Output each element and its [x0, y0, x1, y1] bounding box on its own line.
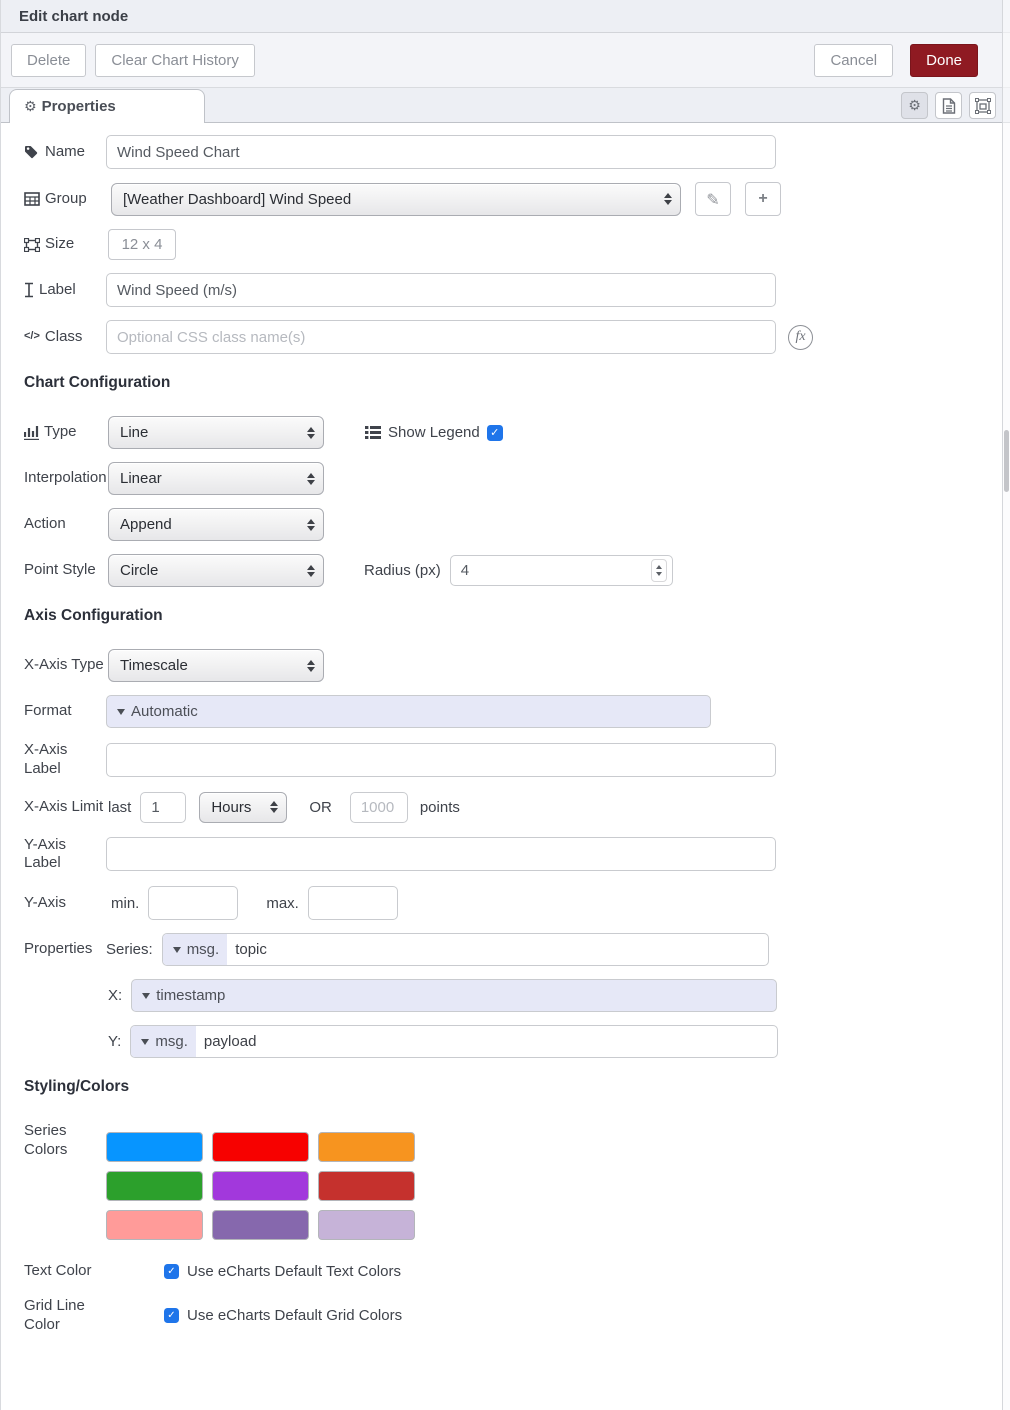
select-arrows-icon [270, 801, 278, 813]
series-color-swatch[interactable] [318, 1132, 415, 1162]
format-value: Automatic [131, 703, 198, 720]
format-typed-input[interactable] [106, 695, 711, 728]
y-typed-input[interactable] [130, 1025, 778, 1058]
y-max-input[interactable] [308, 886, 398, 920]
chart-configuration-heading: Chart Configuration [24, 374, 171, 391]
legend-list-icon [365, 426, 381, 439]
x-axis-limit-value-input[interactable] [140, 792, 186, 823]
x-axis-type-select[interactable] [108, 649, 324, 682]
cancel-button[interactable]: Cancel [814, 44, 893, 77]
grid-color-checkbox-label: Use eCharts Default Grid Colors [187, 1307, 403, 1324]
document-icon [942, 98, 956, 114]
vertical-scrollbar[interactable] [1002, 0, 1010, 1410]
properties-label: Properties [24, 940, 93, 958]
selection-group-icon [975, 98, 991, 114]
caret-down-icon [142, 993, 150, 999]
action-label-group [1, 515, 106, 534]
series-color-swatch[interactable] [106, 1210, 203, 1240]
radius-label: Radius (px) [364, 562, 441, 579]
interpolation-label-group [1, 469, 106, 488]
x-axis-type-select-value: Timescale [120, 657, 188, 674]
series-color-swatch[interactable] [212, 1132, 309, 1162]
class-label-group [1, 328, 106, 347]
gear-icon: ⚙ [908, 97, 921, 114]
series-value[interactable]: topic [235, 941, 267, 958]
interpolation-label: Interpolation [24, 469, 107, 487]
tab-properties-label: Properties [41, 98, 116, 115]
action-label: Action [24, 515, 66, 533]
text-color-label-group [1, 1262, 129, 1281]
point-style-select[interactable] [108, 554, 324, 587]
action-select[interactable] [108, 508, 324, 541]
dialog-title: Edit chart node [19, 7, 129, 25]
text-color-checkbox[interactable]: ✓ [164, 1264, 179, 1279]
clear-chart-history-button[interactable]: Clear Chart History [95, 44, 255, 77]
x-prop-label: X: [108, 987, 123, 1004]
number-stepper-icon[interactable] [651, 559, 667, 582]
grid-color-label: Grid Line Color [24, 1296, 85, 1333]
x-axis-limit-label-group [1, 798, 106, 817]
name-label: Name [45, 142, 86, 160]
label-label: Label [39, 280, 76, 298]
y-axis-label-group [1, 894, 106, 913]
properties-gear-button[interactable] [901, 92, 928, 119]
object-group-icon [24, 238, 40, 252]
caret-down-icon [141, 1039, 149, 1045]
code-icon: </> [24, 330, 40, 343]
x-axis-limit-unit-select[interactable] [199, 792, 287, 823]
tab-bar [1, 88, 1010, 123]
select-arrows-icon [307, 519, 315, 531]
x-axis-type-label: X-Axis Type [24, 656, 104, 674]
edit-group-button[interactable] [695, 182, 731, 216]
bar-chart-icon [24, 425, 39, 440]
tab-toolbar [901, 92, 996, 119]
y-max-label: max. [266, 894, 299, 912]
point-style-label-group [1, 561, 106, 580]
tag-icon [24, 144, 40, 160]
properties-panel [1, 123, 1010, 1334]
text-color-checkbox-label: Use eCharts Default Text Colors [187, 1262, 401, 1280]
select-arrows-icon [307, 565, 315, 577]
x-typed-input[interactable] [131, 979, 777, 1012]
group-label: Group [45, 189, 87, 207]
show-legend-label: Show Legend [388, 424, 480, 441]
point-style-label: Point Style [24, 561, 96, 579]
x-axis-label-input[interactable] [106, 743, 776, 777]
size-button[interactable]: 12 x 4 [108, 229, 176, 260]
select-arrows-icon [307, 660, 315, 672]
label-label-group [1, 281, 106, 300]
select-arrows-icon [664, 193, 672, 205]
tab-properties[interactable] [9, 89, 205, 123]
y-prefix[interactable]: msg. [131, 1026, 196, 1057]
type-label: Type [44, 423, 77, 441]
y-prop-value[interactable]: payload [203, 1033, 257, 1050]
pencil-icon: ✎ [706, 189, 720, 209]
y-axis-label: Y-Axis [24, 893, 66, 911]
x-axis-type-label-group [1, 656, 106, 675]
done-button[interactable]: Done [910, 44, 978, 77]
action-select-value: Append [120, 516, 172, 533]
y-axis-label-label-group [1, 836, 106, 874]
series-color-swatch[interactable] [318, 1171, 415, 1201]
y-axis-label-label: Y-Axis Label [24, 835, 66, 872]
grid-color-checkbox[interactable]: ✓ [164, 1308, 179, 1323]
appearance-button[interactable] [969, 92, 996, 119]
description-button[interactable] [935, 92, 962, 119]
interpolation-select[interactable] [108, 462, 324, 495]
caret-down-icon [173, 947, 181, 953]
interpolation-select-value: Linear [120, 470, 162, 487]
series-color-swatch[interactable] [106, 1132, 203, 1162]
select-arrows-icon [307, 427, 315, 439]
series-color-swatch[interactable] [212, 1171, 309, 1201]
name-input[interactable] [106, 135, 776, 169]
series-prefix[interactable]: msg. [163, 934, 228, 965]
size-label-group [1, 235, 106, 254]
action-bar [1, 33, 1010, 88]
y-prop-label: Y: [108, 1033, 122, 1050]
grid-color-label-group [1, 1297, 106, 1335]
x-axis-label-label-group [1, 741, 106, 779]
add-group-button[interactable] [745, 182, 781, 216]
y-min-label: min. [111, 894, 140, 912]
y-min-input[interactable] [148, 886, 238, 920]
select-arrows-icon [307, 473, 315, 485]
class-label: Class [44, 327, 83, 345]
type-select-value: Line [120, 424, 149, 441]
size-label: Size [45, 235, 75, 253]
fx-icon: fx [788, 325, 813, 350]
series-color-swatch[interactable] [106, 1171, 203, 1201]
scrollbar-thumb[interactable] [1004, 430, 1009, 492]
name-label-group [1, 143, 106, 162]
text-cursor-icon [24, 282, 34, 298]
type-select[interactable] [108, 416, 324, 449]
plus-icon: + [758, 190, 768, 207]
point-style-select-value: Circle [120, 562, 159, 579]
axis-configuration-heading: Axis Configuration [24, 607, 163, 624]
properties-label-group [1, 940, 106, 959]
x-axis-limit-unit-value: Hours [211, 798, 252, 816]
last-label: last [108, 798, 132, 816]
table-icon [24, 192, 40, 206]
caret-down-icon [117, 709, 125, 715]
points-label: points [419, 798, 460, 816]
delete-button[interactable]: Delete [11, 44, 86, 77]
radius-input[interactable] [450, 555, 673, 586]
dialog-header [1, 0, 1010, 33]
y-axis-label-input[interactable] [106, 837, 776, 871]
series-colors-label: Series Colors [24, 1122, 68, 1158]
format-label-group [1, 702, 106, 721]
x-axis-limit-points-input[interactable] [350, 792, 408, 823]
series-color-swatch[interactable] [318, 1210, 415, 1240]
group-label-group [1, 190, 106, 209]
styling-colors-heading: Styling/Colors [24, 1078, 130, 1095]
text-color-label: Text Color [24, 1262, 92, 1279]
series-colors-label-group [1, 1120, 106, 1160]
x-axis-limit-label: X-Axis Limit [24, 797, 104, 815]
or-label: OR [309, 798, 332, 816]
series-color-swatch[interactable] [212, 1210, 309, 1240]
series-color-grid [106, 1132, 415, 1240]
gear-icon: ⚙ [24, 98, 37, 115]
class-input[interactable] [106, 320, 776, 354]
label-input[interactable] [106, 273, 776, 307]
x-prop-value: timestamp [156, 987, 226, 1004]
series-label: Series: [106, 941, 153, 958]
show-legend-checkbox[interactable]: ✓ [487, 425, 503, 441]
format-label: Format [24, 702, 72, 720]
x-axis-label-label: X-Axis Label [24, 741, 68, 777]
type-label-group [1, 423, 106, 442]
group-select-value: [Weather Dashboard] Wind Speed [123, 190, 352, 208]
series-typed-input[interactable] [162, 933, 769, 966]
group-select[interactable] [111, 183, 681, 216]
